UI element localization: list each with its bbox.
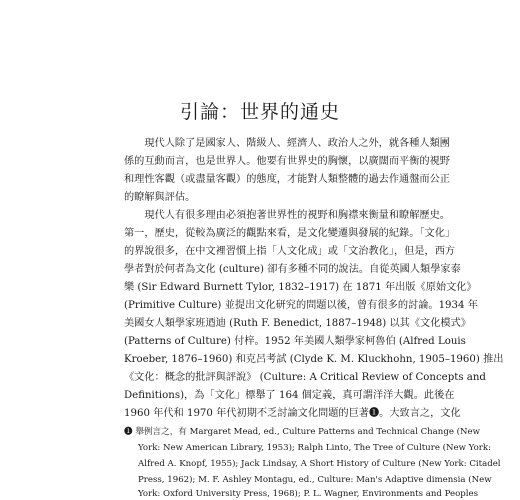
body-line: 的瞭解與評估。	[124, 192, 196, 203]
body-line: (Primitive Culture) 並提出文化研究的問題以後，曾有很多的討論。1934 年	[124, 300, 478, 311]
body-line: 的界說很多，在中文裡習慣上指「人文化成」或「文治教化」，但是，西方	[124, 246, 456, 257]
body-line: (Patterns of Culture) 付梓。1952 年美國人類學家柯魯伯 (Alfred Louis	[124, 336, 466, 347]
body-line: Definitions)，為「文化」標舉了 164 個定義，真可謂洋洋大觀。此後在	[124, 390, 455, 401]
footnote-line: Press, 1962); M. F. Ashley Montagu, ed., Culture: Man's Adaptive dimensia (New	[138, 475, 492, 485]
body-line: 第一，歷史，從較為廣泛的觀點來看，是文化變遷與發展的紀錄。「文化」	[124, 228, 456, 239]
body-line: 係的互動而言，也是世界人。他要有世界史的胸懷，以廣闊而平衡的視野	[124, 156, 450, 167]
footnote-line: York: New American Library, 1953); Ralph Linto, The Tree of Culture (New York:	[138, 443, 491, 453]
body-line: 《文化：概念的批評與評說》 (Culture: A Critical Review of Concepts and	[124, 372, 486, 383]
body-line: 和理性客觀（或盡量客觀）的態度，才能對人類整體的過去作通盤而公正	[124, 174, 450, 185]
footnote-line: ❶ 舉例言之，有 Margaret Mead, ed., Culture Patterns and Technical Change (New	[124, 427, 480, 437]
body-line: 現代人有很多理由必須抱著世界性的視野和胸襟來衡量和瞭解歷史。	[124, 210, 450, 221]
body-line: 現代人除了是國家人、階級人、經濟人、政治人之外，就各種人類團	[124, 138, 450, 149]
body-line: 學者對於何者為文化 (culture) 卻有多種不同的說法。自從英國人類學家泰	[124, 264, 461, 275]
body-line: Kroeber, 1876–1960) 和克呂考試 (Clyde K. M. Kluckhohn, 1905–1960) 推出	[124, 354, 504, 365]
body-line: 美國女人類學家班迺迪 (Ruth F. Benedict, 1887–1948) 以其《文化模式》	[124, 318, 471, 329]
footnote-line: York: Oxford University Press, 1968); P. L. Wagner, Environments and Peoples	[138, 489, 479, 499]
chapter-title: 引論：世界的通史	[179, 101, 340, 123]
body-line: 樂 (Sir Edward Burnett Tylor, 1832–1917) 在 1871 年出版《原始文化》	[124, 282, 477, 293]
body-line: 1960 年代和 1970 年代初期不乏討論文化問題的巨著❶。大致言之，文化	[124, 408, 461, 419]
footnote-line: Alfred A. Knopf, 1955); Jack Lindsay, A Short History of Culture (New York: Citadel	[138, 459, 501, 469]
